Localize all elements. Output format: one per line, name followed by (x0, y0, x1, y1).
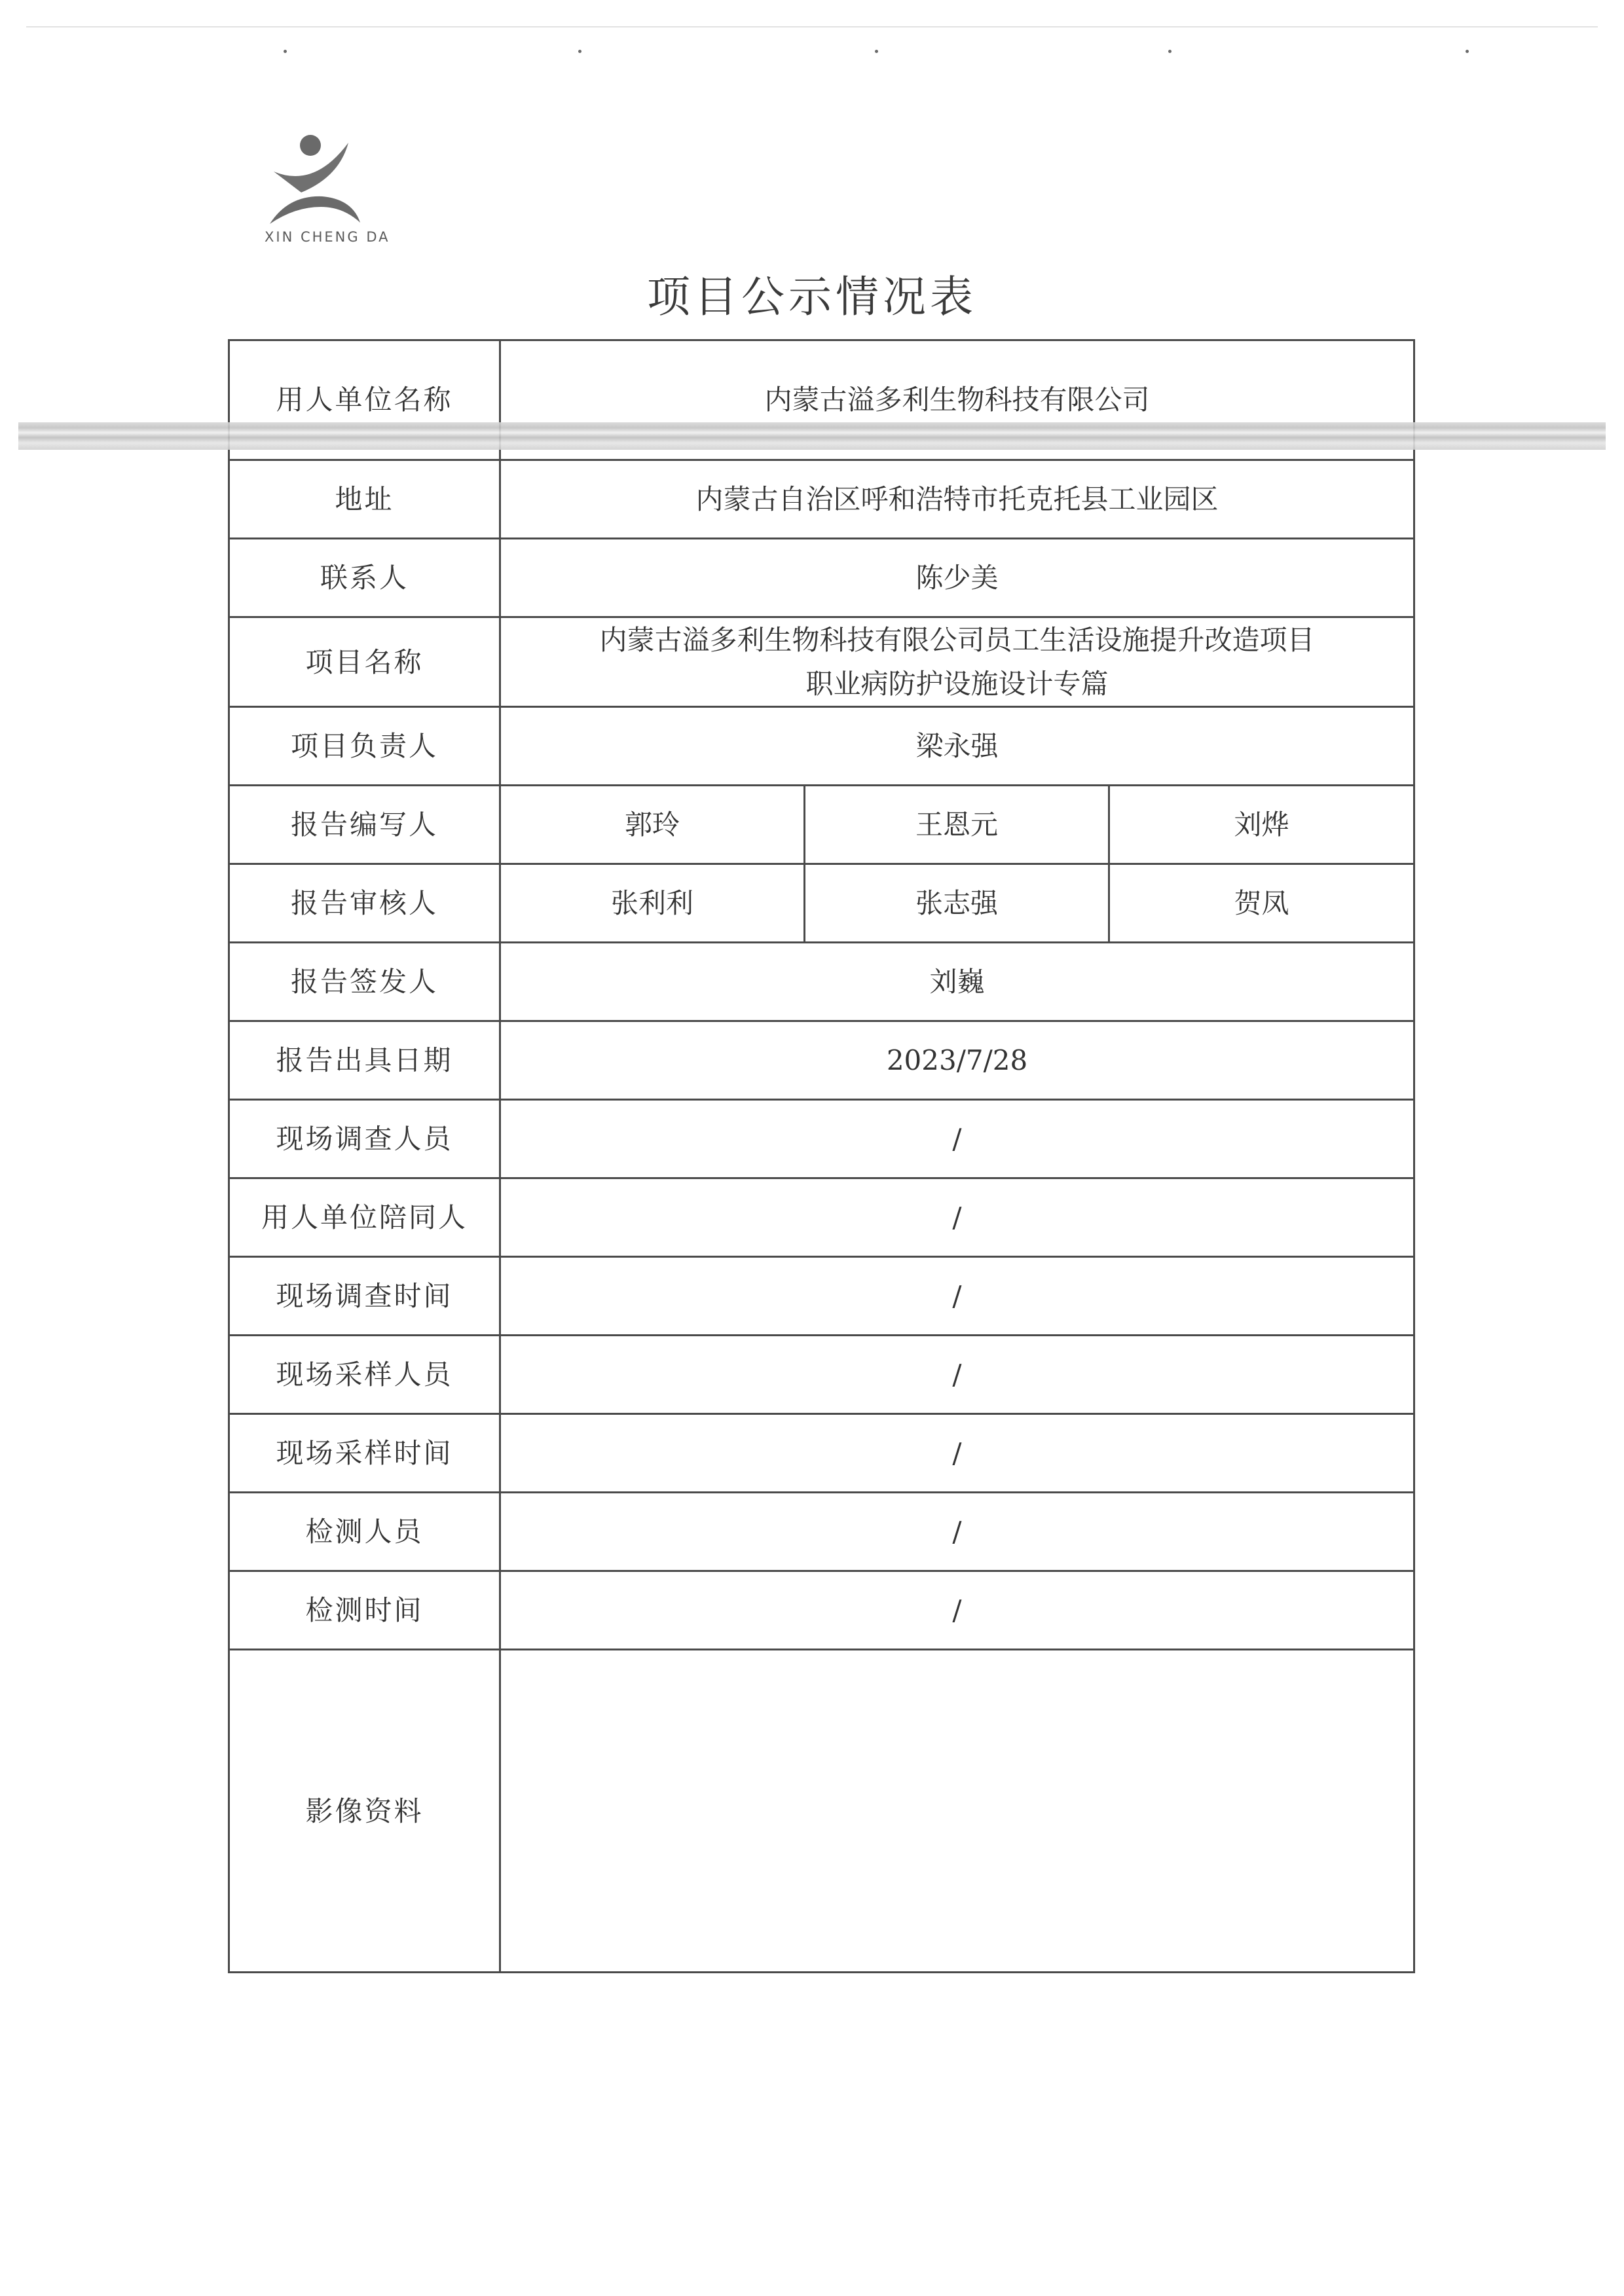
table-row-site-investigation-time (229, 1257, 1414, 1336)
table-row-report-date (229, 1021, 1414, 1100)
label-testers: 检测人员 (229, 1493, 500, 1571)
label-report-issuer: 报告签发人 (229, 943, 500, 1021)
value-employer-name: 内蒙古溢多利生物科技有限公司 (500, 340, 1414, 460)
value-project-name-line2: 职业病防护设施设计专篇 (805, 668, 1109, 701)
project-disclosure-table (228, 339, 1415, 1973)
table-row-site-investigators (229, 1100, 1414, 1178)
label-address: 地址 (229, 460, 500, 539)
value-project-name (500, 617, 1414, 707)
value-report-writer: 郭玲 (500, 786, 805, 864)
table-row-employer-escort (229, 1178, 1414, 1257)
value-report-issuer: 刘巍 (500, 943, 1414, 1021)
scan-top-rule (26, 26, 1598, 27)
value-report-writer: 王恩元 (805, 786, 1109, 864)
label-report-reviewers: 报告审核人 (229, 864, 500, 943)
value-site-samplers: / (500, 1336, 1414, 1414)
label-media: 影像资料 (229, 1650, 500, 1973)
value-project-lead: 梁永强 (500, 707, 1414, 786)
value-report-reviewer: 张志强 (805, 864, 1109, 943)
value-site-investigation-time: / (500, 1257, 1414, 1336)
table-row-contact (229, 539, 1414, 617)
value-project-name-line1: 内蒙古溢多利生物科技有限公司员工生活设施提升改造项目 (599, 624, 1315, 656)
logo-text: XIN CHENG DA (265, 229, 390, 245)
table-row-project-name (229, 617, 1414, 707)
label-site-sampling-time: 现场采样时间 (229, 1414, 500, 1493)
table-row-site-samplers (229, 1336, 1414, 1414)
scan-dot (578, 50, 581, 53)
table-row-report-writers (229, 786, 1414, 864)
table-row-report-reviewers (229, 864, 1414, 943)
value-site-sampling-time: / (500, 1414, 1414, 1493)
value-employer-escort: / (500, 1178, 1414, 1257)
label-employer-name: 用人单位名称 (229, 340, 500, 460)
label-report-writers: 报告编写人 (229, 786, 500, 864)
scan-dot (1168, 50, 1172, 53)
label-project-name: 项目名称 (229, 617, 500, 707)
table-row-project-lead (229, 707, 1414, 786)
value-testers: / (500, 1493, 1414, 1571)
table-row-address (229, 460, 1414, 539)
label-site-samplers: 现场采样人员 (229, 1336, 500, 1414)
label-site-investigators: 现场调查人员 (229, 1100, 500, 1178)
value-report-reviewer: 贺凤 (1109, 864, 1414, 943)
table-row-site-sampling-time (229, 1414, 1414, 1493)
scan-dot (1466, 50, 1469, 53)
scan-dot (284, 50, 287, 53)
scan-artifact-band (18, 422, 1606, 450)
value-media (500, 1650, 1414, 1973)
label-employer-escort: 用人单位陪同人 (229, 1178, 500, 1257)
label-site-investigation-time: 现场调查时间 (229, 1257, 500, 1336)
value-report-reviewer: 张利利 (500, 864, 805, 943)
scan-dot (875, 50, 878, 53)
value-site-investigators: / (500, 1100, 1414, 1178)
value-address: 内蒙古自治区呼和浩特市托克托县工业园区 (500, 460, 1414, 539)
label-contact: 联系人 (229, 539, 500, 617)
value-contact: 陈少美 (500, 539, 1414, 617)
table-row-testers (229, 1493, 1414, 1571)
page-title: 项目公示情况表 (647, 272, 977, 322)
label-testing-time: 检测时间 (229, 1571, 500, 1650)
table-row-media (229, 1650, 1414, 1973)
value-report-writer: 刘烨 (1109, 786, 1414, 864)
value-testing-time: / (500, 1571, 1414, 1650)
table-row-report-issuer (229, 943, 1414, 1021)
label-report-date: 报告出具日期 (229, 1021, 500, 1100)
value-report-date: 2023/7/28 (500, 1021, 1414, 1100)
label-project-lead: 项目负责人 (229, 707, 500, 786)
table-row-testing-time (229, 1571, 1414, 1650)
